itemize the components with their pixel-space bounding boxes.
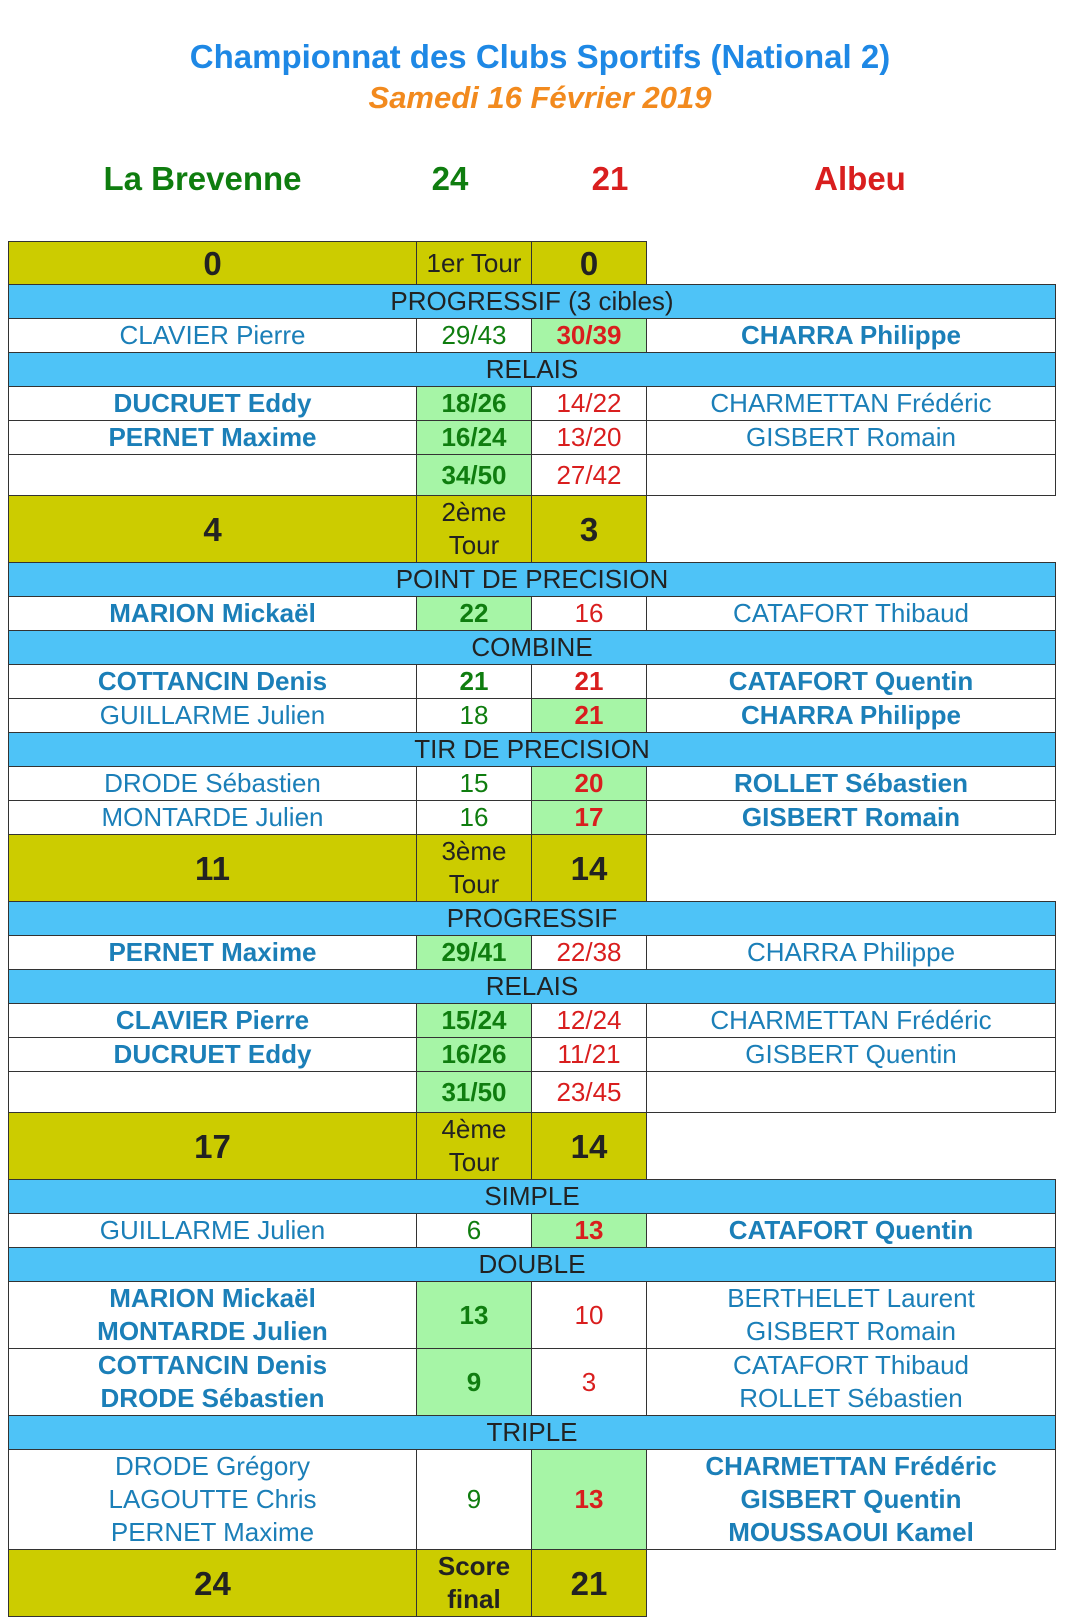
- away-player-name: CHARRA Philippe: [740, 320, 962, 350]
- results-table-body: [9, 242, 1056, 1617]
- home-player-name: CLAVIER Pierre: [115, 1005, 310, 1035]
- away-player-name: CATAFORT Thibaud: [732, 598, 970, 628]
- away-players: [647, 455, 1056, 496]
- event-header-row: [9, 631, 1056, 665]
- tour-row: [9, 242, 1056, 285]
- match-date: Samedi 16 Février 2019: [368, 80, 712, 115]
- away-player-name: CHARMETTAN Frédéric: [705, 1451, 997, 1481]
- match-row: [9, 597, 1056, 631]
- event-name: TRIPLE: [9, 1416, 1056, 1450]
- away-players: [647, 319, 1056, 353]
- tour-away-score: 0: [532, 242, 647, 285]
- tour-away-score: 14: [532, 835, 647, 902]
- home-players: [9, 699, 417, 733]
- home-players: [9, 1282, 417, 1349]
- tour-label: 3ème Tour: [417, 835, 532, 902]
- away-score: 23/45: [532, 1072, 647, 1113]
- away-players: [647, 1282, 1056, 1349]
- event-name: COMBINE: [9, 631, 1056, 665]
- home-score: 13: [417, 1282, 532, 1349]
- home-player-name: DUCRUET Eddy: [113, 388, 312, 418]
- home-score: 34/50: [417, 455, 532, 496]
- home-player-name: DRODE Sébastien: [104, 768, 321, 798]
- event-name: PROGRESSIF (3 cibles): [9, 285, 1056, 319]
- tour-away-score: 3: [532, 496, 647, 563]
- away-player-name: CHARRA Philippe: [746, 937, 956, 967]
- away-score: 22/38: [532, 936, 647, 970]
- home-player-name: DRODE Grégory: [114, 1451, 311, 1481]
- away-player-name: GISBERT Quentin: [740, 1484, 962, 1514]
- away-players: [647, 1349, 1056, 1416]
- event-name: TIR DE PRECISION: [9, 733, 1056, 767]
- home-players: [9, 1004, 417, 1038]
- away-score: 3: [532, 1349, 647, 1416]
- tour-home-score: 24: [9, 1550, 417, 1617]
- tour-home-score: 11: [9, 835, 417, 902]
- tour-label: 1er Tour: [417, 242, 532, 285]
- event-header-row: [9, 733, 1056, 767]
- event-name: RELAIS: [9, 970, 1056, 1004]
- tour-away-score: 14: [532, 1113, 647, 1180]
- tour-home-score: 17: [9, 1113, 417, 1180]
- tour-row: [9, 835, 1056, 902]
- tour-label: 4ème Tour: [417, 1113, 532, 1180]
- away-player-name: BERTHELET Laurent: [727, 1283, 975, 1313]
- away-score: 27/42: [532, 455, 647, 496]
- away-score: 13: [532, 1214, 647, 1248]
- match-row: [9, 319, 1056, 353]
- event-name: RELAIS: [9, 353, 1056, 387]
- away-player-name: GISBERT Romain: [745, 422, 956, 452]
- tour-label: 2ème Tour: [417, 496, 532, 563]
- home-players: [9, 319, 417, 353]
- away-player-name: CHARMETTAN Frédéric: [710, 1005, 992, 1035]
- home-players: [9, 455, 417, 496]
- away-players: [647, 597, 1056, 631]
- home-score: 21: [417, 665, 532, 699]
- away-player-name: GISBERT Romain: [745, 1316, 956, 1346]
- match-row: [9, 699, 1056, 733]
- results-table: [8, 241, 1056, 1617]
- home-players: [9, 1072, 417, 1113]
- home-players: [9, 665, 417, 699]
- home-players: [9, 936, 417, 970]
- home-score: 15/24: [417, 1004, 532, 1038]
- home-player-name: DRODE Sébastien: [100, 1383, 325, 1413]
- home-players: [9, 597, 417, 631]
- home-players: [9, 1450, 417, 1550]
- away-players: [647, 665, 1056, 699]
- match-row: [9, 1349, 1056, 1416]
- home-score: 9: [417, 1450, 532, 1550]
- home-player-name: CLAVIER Pierre: [119, 320, 306, 350]
- match-row: [9, 421, 1056, 455]
- home-score: 29/41: [417, 936, 532, 970]
- home-score: 29/43: [417, 319, 532, 353]
- home-players: [9, 1349, 417, 1416]
- away-players: [647, 1214, 1056, 1248]
- away-team-score: 21: [591, 160, 629, 197]
- event-name: SIMPLE: [9, 1180, 1056, 1214]
- event-header-row: [9, 285, 1056, 319]
- away-player-name: CATAFORT Quentin: [728, 1215, 974, 1245]
- away-player-name: ROLLET Sébastien: [733, 768, 969, 798]
- away-players: [647, 421, 1056, 455]
- match-row: [9, 665, 1056, 699]
- away-player-name: ROLLET Sébastien: [739, 1383, 963, 1413]
- home-score: 31/50: [417, 1072, 532, 1113]
- home-player-name: GUILLARME Julien: [99, 700, 326, 730]
- match-row: [9, 1282, 1056, 1349]
- tour-away-score: 21: [532, 1550, 647, 1617]
- home-team-name: La Brevenne: [103, 160, 302, 197]
- away-player-name: CHARMETTAN Frédéric: [710, 388, 992, 418]
- home-players: [9, 1038, 417, 1072]
- away-score: 21: [532, 699, 647, 733]
- tour-row: [9, 1113, 1056, 1180]
- total-row: [9, 455, 1056, 496]
- home-player-name: DUCRUET Eddy: [113, 1039, 312, 1069]
- match-row: [9, 387, 1056, 421]
- tour-home-score: 0: [9, 242, 417, 285]
- away-players: [647, 1004, 1056, 1038]
- away-players: [647, 1038, 1056, 1072]
- home-score: 18/26: [417, 387, 532, 421]
- away-players: [647, 1072, 1056, 1113]
- match-row: [9, 767, 1056, 801]
- event-header-row: [9, 1248, 1056, 1282]
- final-score-row: [9, 1550, 1056, 1617]
- away-score: 30/39: [532, 319, 647, 353]
- away-players: [647, 801, 1056, 835]
- away-players: [647, 767, 1056, 801]
- away-players: [647, 699, 1056, 733]
- away-players: [647, 1450, 1056, 1550]
- tour-label: Score final: [417, 1550, 532, 1617]
- match-row: [9, 801, 1056, 835]
- home-score: 16/24: [417, 421, 532, 455]
- event-header-row: [9, 353, 1056, 387]
- event-name: POINT DE PRECISION: [9, 563, 1056, 597]
- home-score: 22: [417, 597, 532, 631]
- home-player-name: MARION Mickaël: [109, 1283, 316, 1313]
- home-player-name: PERNET Maxime: [108, 422, 317, 452]
- away-score: 16: [532, 597, 647, 631]
- away-score: 13/20: [532, 421, 647, 455]
- away-players: [647, 936, 1056, 970]
- tour-row: [9, 496, 1056, 563]
- home-score: 9: [417, 1349, 532, 1416]
- home-player-name: LAGOUTTE Chris: [108, 1484, 317, 1514]
- away-score: 21: [532, 665, 647, 699]
- home-players: [9, 387, 417, 421]
- away-score: 14/22: [532, 387, 647, 421]
- home-player-name: GUILLARME Julien: [99, 1215, 326, 1245]
- match-row: [9, 1004, 1056, 1038]
- home-players: [9, 421, 417, 455]
- event-name: PROGRESSIF: [9, 902, 1056, 936]
- event-header-row: [9, 970, 1056, 1004]
- home-players: [9, 1214, 417, 1248]
- home-players: [9, 767, 417, 801]
- away-score: 10: [532, 1282, 647, 1349]
- away-player-name: GISBERT Quentin: [745, 1039, 957, 1069]
- total-row: [9, 1072, 1056, 1113]
- home-score: 15: [417, 767, 532, 801]
- away-score: 17: [532, 801, 647, 835]
- match-row: [9, 1450, 1056, 1550]
- home-player-name: MONTARDE Julien: [101, 802, 324, 832]
- event-header-row: [9, 902, 1056, 936]
- home-player-name: PERNET Maxime: [110, 1517, 315, 1547]
- match-row: [9, 1038, 1056, 1072]
- away-score: 12/24: [532, 1004, 647, 1038]
- away-player-name: CATAFORT Quentin: [728, 666, 974, 696]
- away-player-name: CATAFORT Thibaud: [732, 1350, 970, 1380]
- home-score: 18: [417, 699, 532, 733]
- away-player-name: CHARRA Philippe: [740, 700, 962, 730]
- tour-home-score: 4: [9, 496, 417, 563]
- away-score: 20: [532, 767, 647, 801]
- home-player-name: COTTANCIN Denis: [97, 1350, 328, 1380]
- home-player-name: MONTARDE Julien: [97, 1316, 328, 1346]
- match-row: [9, 1214, 1056, 1248]
- event-header-row: [9, 563, 1056, 597]
- away-player-name: GISBERT Romain: [741, 802, 961, 832]
- home-team-score: 24: [431, 160, 469, 197]
- away-score: 11/21: [532, 1038, 647, 1072]
- match-row: [9, 936, 1056, 970]
- home-score: 16: [417, 801, 532, 835]
- event-header-row: [9, 1180, 1056, 1214]
- away-team-name: Albeu: [814, 160, 906, 197]
- championship-title: Championnat des Clubs Sportifs (National 2): [189, 38, 891, 75]
- home-player-name: COTTANCIN Denis: [97, 666, 328, 696]
- event-header-row: [9, 1416, 1056, 1450]
- home-player-name: MARION Mickaël: [109, 598, 316, 628]
- home-score: 16/26: [417, 1038, 532, 1072]
- away-players: [647, 387, 1056, 421]
- home-player-name: PERNET Maxime: [108, 937, 317, 967]
- home-score: 6: [417, 1214, 532, 1248]
- event-name: DOUBLE: [9, 1248, 1056, 1282]
- away-player-name: MOUSSAOUI Kamel: [728, 1517, 974, 1547]
- home-players: [9, 801, 417, 835]
- away-score: 13: [532, 1450, 647, 1550]
